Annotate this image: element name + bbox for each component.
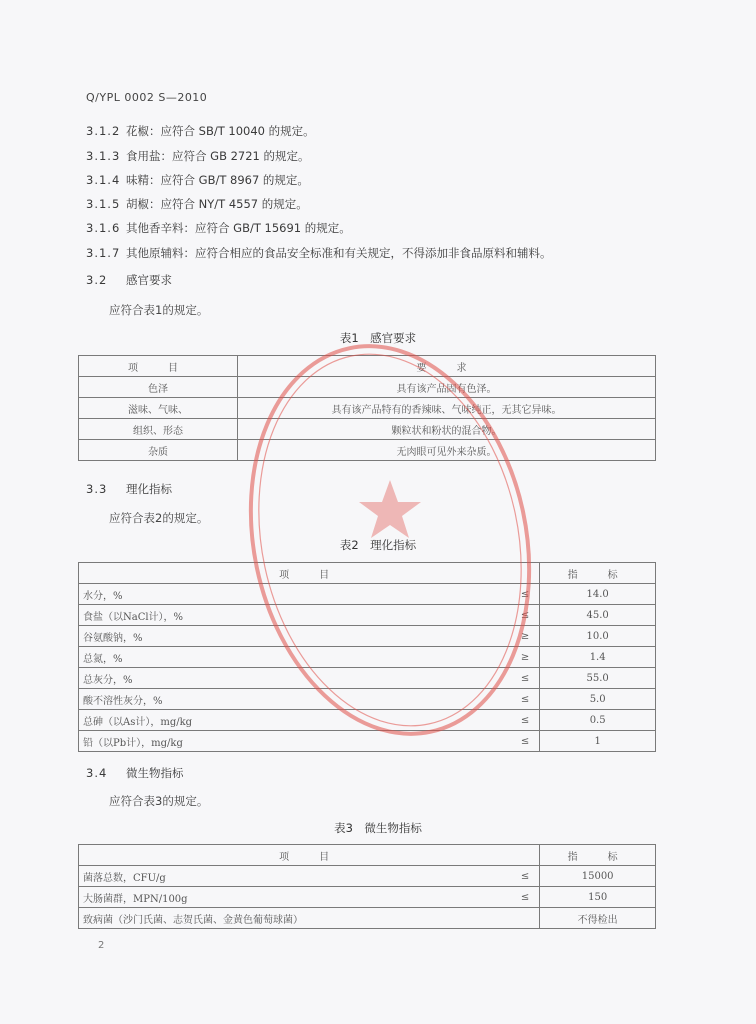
table-cell: 大肠菌群，MPN/100g [79, 887, 506, 908]
table-cell: 杂质 [79, 440, 238, 461]
table-cell: 1.4 [540, 647, 656, 668]
table-header-cell: 指 标 [540, 563, 656, 584]
table3-microbial [78, 844, 656, 929]
table2-physicochemical [78, 562, 656, 752]
table-cell: 10.0 [540, 626, 656, 647]
section-number: 3.2 [86, 273, 108, 287]
table-header-cell: 指 标 [540, 845, 656, 866]
table-cell: 14.0 [540, 584, 656, 605]
table-cell: ≥ [505, 626, 540, 647]
table-cell: ≤ [505, 584, 540, 605]
table-cell [505, 908, 540, 929]
table-cell: 15000 [540, 866, 656, 887]
page-number: 2 [98, 940, 105, 951]
table1-sensory [78, 355, 656, 461]
table-row [79, 908, 656, 929]
section-heading-3-3 [86, 481, 172, 497]
section-title: 感官要求 [126, 273, 172, 287]
table-header-cell: 项 目 [79, 356, 238, 377]
section-3-2-paragraph: 应符合表1的规定。 [109, 303, 209, 317]
clause-text: 花椒：应符合 SB/T 10040 的规定。 [126, 124, 315, 138]
table-row [79, 398, 656, 419]
table-cell: 150 [540, 887, 656, 908]
section-3-4-paragraph: 应符合表3的规定。 [109, 794, 209, 808]
clause-text: 胡椒：应符合 NY/T 4557 的规定。 [126, 197, 308, 211]
clause-text: 其他原辅料：应符合相应的食品安全标准和有关规定，不得添加非食品原料和辅料。 [126, 246, 552, 260]
clause-3-1-7 [86, 245, 552, 261]
table-row [79, 440, 656, 461]
table-cell: 颗粒状和粉状的混合物。 [238, 419, 656, 440]
standard-code: Q/YPL 0002 S—2010 [86, 91, 208, 104]
table-cell: 5.0 [540, 689, 656, 710]
table-row [79, 647, 656, 668]
clause-3-1-6 [86, 220, 351, 236]
clause-3-1-5 [86, 196, 308, 212]
table-row [79, 377, 656, 398]
table-cell: 总氮，% [79, 647, 506, 668]
clause-3-1-3 [86, 148, 310, 164]
table-cell: 组织、形态 [79, 419, 238, 440]
clause-number: 3.1.6 [86, 221, 121, 235]
table-cell: ≤ [505, 866, 540, 887]
table-cell: 55.0 [540, 668, 656, 689]
table-cell: ≤ [505, 689, 540, 710]
clause-number: 3.1.3 [86, 149, 121, 163]
table-row [79, 731, 656, 752]
table-header-cell: 项 目 [79, 563, 540, 584]
section-heading-3-2 [86, 272, 172, 288]
clause-text: 其他香辛料：应符合 GB/T 15691 的规定。 [126, 221, 351, 235]
table-cell: 总砷（以As计），mg/kg [79, 710, 506, 731]
section-heading-3-4 [86, 765, 184, 781]
table-header-row [79, 563, 656, 584]
table-cell: 铅（以Pb计），mg/kg [79, 731, 506, 752]
table-cell: 45.0 [540, 605, 656, 626]
clause-text: 食用盐：应符合 GB 2721 的规定。 [126, 149, 310, 163]
table-row [79, 605, 656, 626]
table-cell: 酸不溶性灰分，% [79, 689, 506, 710]
table-cell: 总灰分，% [79, 668, 506, 689]
table1-caption: 表1 感官要求 [339, 331, 417, 345]
clause-number: 3.1.2 [86, 124, 121, 138]
clause-text: 味精：应符合 GB/T 8967 的规定。 [126, 173, 309, 187]
table-cell: ≤ [505, 668, 540, 689]
table-header-row [79, 845, 656, 866]
table-cell: 谷氨酸钠，% [79, 626, 506, 647]
table-row [79, 626, 656, 647]
table-cell: 0.5 [540, 710, 656, 731]
clause-number: 3.1.7 [86, 246, 121, 260]
table-row [79, 710, 656, 731]
table-cell: 滋味、气味、 [79, 398, 238, 419]
table-row [79, 419, 656, 440]
table-cell: 具有该产品固有色泽。 [238, 377, 656, 398]
section-title: 理化指标 [126, 482, 172, 496]
table-row [79, 668, 656, 689]
table-row [79, 689, 656, 710]
table-header-cell: 要 求 [238, 356, 656, 377]
table-cell: ≤ [505, 731, 540, 752]
table-header-cell: 项 目 [79, 845, 540, 866]
clause-3-1-4 [86, 172, 309, 188]
section-title: 微生物指标 [126, 766, 184, 780]
table-cell: 不得检出 [540, 908, 656, 929]
table-cell: 致病菌（沙门氏菌、志贺氏菌、金黄色葡萄球菌） [79, 908, 506, 929]
table-cell: 水分，% [79, 584, 506, 605]
table-cell: 色泽 [79, 377, 238, 398]
table-cell: ≤ [505, 605, 540, 626]
table-row [79, 866, 656, 887]
section-3-3-paragraph: 应符合表2的规定。 [109, 511, 209, 525]
section-number: 3.3 [86, 482, 108, 496]
table3-caption: 表3 微生物指标 [334, 821, 422, 835]
clause-number: 3.1.5 [86, 197, 121, 211]
table-cell: 菌落总数，CFU/g [79, 866, 506, 887]
table-cell: 无肉眼可见外来杂质。 [238, 440, 656, 461]
section-number: 3.4 [86, 766, 108, 780]
table-cell: 1 [540, 731, 656, 752]
clause-3-1-2 [86, 123, 315, 139]
table-cell: ≥ [505, 647, 540, 668]
clause-number: 3.1.4 [86, 173, 121, 187]
table-row [79, 887, 656, 908]
table-cell: ≤ [505, 887, 540, 908]
table-cell: ≤ [505, 710, 540, 731]
table-cell: 具有该产品特有的香辣味、气味纯正，无其它异味。 [238, 398, 656, 419]
table2-caption: 表2 理化指标 [339, 538, 417, 552]
table-header-row [79, 356, 656, 377]
table-row [79, 584, 656, 605]
table-cell: 食盐（以NaCl计），% [79, 605, 506, 626]
